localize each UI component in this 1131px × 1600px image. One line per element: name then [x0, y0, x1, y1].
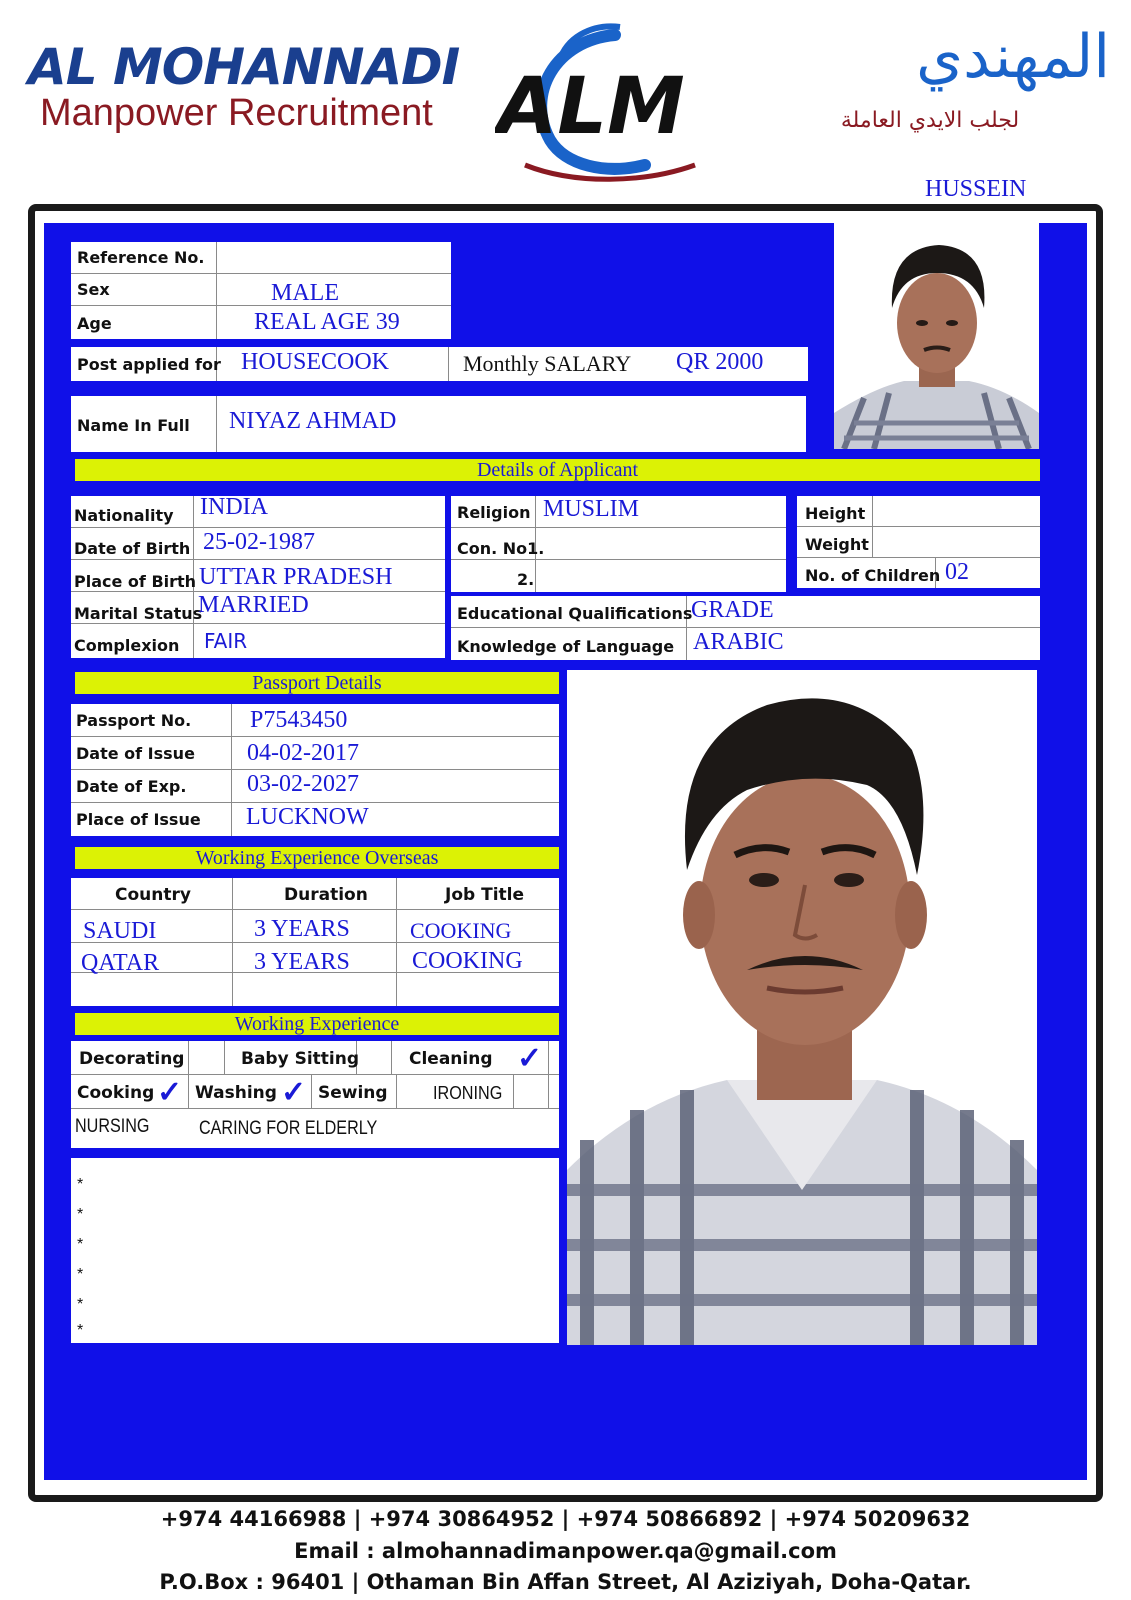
details-education-table	[451, 596, 1040, 660]
passport-exp-value: 03-02-2027	[247, 771, 359, 797]
alm-logo	[495, 15, 730, 185]
washing-checkmark-icon: ✓	[281, 1076, 307, 1109]
overseas-job-1: COOKING	[410, 918, 512, 943]
exp-ironing-label: IRONING	[433, 1083, 503, 1103]
passport-no-label: Passport No.	[76, 711, 192, 730]
passport-issue-label: Date of Issue	[76, 744, 195, 763]
salary-value: QR 2000	[676, 349, 764, 375]
brand-subtitle-ar: لجلب الايدي العاملة	[840, 108, 1020, 133]
sex-label: Sex	[77, 280, 110, 299]
children-label: No. of Children	[805, 566, 941, 585]
details-physical-table	[797, 496, 1040, 588]
post-value: HOUSECOOK	[241, 349, 390, 375]
education-label: Educational Qualifications	[457, 604, 693, 623]
age-value: REAL AGE 39	[254, 309, 400, 335]
note-bullet: *	[77, 1266, 84, 1283]
passport-issue-value: 04-02-2017	[247, 740, 359, 766]
overseas-col-job: Job Title	[445, 885, 524, 905]
post-label: Post applied for	[77, 355, 221, 374]
overseas-duration-2: 3 YEARS	[254, 949, 350, 975]
passport-exp-label: Date of Exp.	[76, 777, 187, 796]
passport-place-value: LUCKNOW	[246, 804, 369, 830]
exp-baby-sitting-label: Baby Sitting	[241, 1049, 360, 1069]
exp-washing-label: Washing	[195, 1083, 277, 1103]
dob-label: Date of Birth	[74, 539, 191, 558]
contact-1-label: Con. No1.	[457, 539, 545, 558]
passport-no-value: P7543450	[250, 707, 348, 733]
height-label: Height	[805, 504, 866, 523]
exp-cleaning-label: Cleaning	[409, 1049, 493, 1069]
details-personal-table	[71, 496, 445, 658]
language-value: ARABIC	[693, 629, 784, 655]
exp-caring-label: CARING FOR ELDERLY	[199, 1118, 378, 1139]
passport-table	[71, 704, 559, 836]
overseas-country-2: QATAR	[81, 950, 160, 976]
overseas-col-country: Country	[115, 885, 191, 905]
alm-logo-text: ALM	[497, 62, 685, 152]
experience-table	[71, 1041, 559, 1148]
post-applied-row	[71, 347, 808, 381]
overseas-table	[71, 878, 559, 1006]
exp-sewing-label: Sewing	[318, 1083, 388, 1103]
brand-name-ar: المهندي	[916, 22, 1110, 92]
note-bullet: *	[77, 1236, 84, 1253]
details-title-bar: Details of Applicant	[75, 459, 1040, 481]
overseas-col-duration: Duration	[284, 885, 368, 905]
overseas-duration-1: 3 YEARS	[254, 916, 350, 942]
salary-label: Monthly SALARY	[463, 351, 632, 376]
pob-label: Place of Birth	[74, 572, 197, 591]
exp-cooking-label: Cooking	[77, 1083, 155, 1103]
complexion-value: FAIR	[204, 629, 248, 653]
note-bullet: *	[77, 1296, 84, 1313]
note-bullet: *	[77, 1322, 84, 1339]
language-label: Knowledge of Language	[457, 637, 675, 656]
experience-title-bar: Working Experience	[75, 1013, 559, 1035]
dob-value: 25-02-1987	[203, 529, 315, 555]
complexion-label: Complexion	[74, 636, 180, 655]
footer-phones: +974 44166988 | +974 30864952 | +974 50866892 | +974 50209632	[160, 1507, 971, 1531]
passport-title-bar: Passport Details	[75, 672, 559, 694]
pob-value: UTTAR PRADESH	[199, 564, 393, 590]
details-religion-table	[451, 496, 786, 592]
weight-label: Weight	[805, 535, 869, 554]
overseas-title-bar: Working Experience Overseas	[75, 847, 559, 869]
agent-name: HUSSEIN	[925, 176, 1027, 202]
marital-label: Marital Status	[74, 604, 203, 623]
full-name-row	[71, 396, 806, 452]
name-value: NIYAZ AHMAD	[229, 408, 397, 434]
education-value: GRADE	[691, 597, 774, 623]
cooking-checkmark-icon: ✓	[157, 1076, 183, 1109]
nationality-label: Nationality	[74, 506, 174, 525]
footer-email[interactable]: Email : almohannadimanpower.qa@gmail.com	[294, 1539, 837, 1563]
exp-decorating-label: Decorating	[79, 1049, 185, 1069]
name-label: Name In Full	[77, 416, 190, 435]
brand-name-en: AL MOHANNADI	[28, 38, 460, 96]
notes-box	[71, 1158, 559, 1343]
religion-value: MUSLIM	[543, 496, 640, 522]
note-bullet: *	[77, 1206, 84, 1223]
passport-place-label: Place of Issue	[76, 810, 201, 829]
header	[0, 0, 1131, 200]
sex-value: MALE	[271, 280, 339, 306]
overseas-country-1: SAUDI	[83, 918, 157, 944]
brand-subtitle-en: Manpower Recruitment	[40, 92, 433, 134]
top-info-table	[71, 242, 451, 339]
nationality-value: INDIA	[200, 494, 268, 520]
applicant-photo-large	[567, 670, 1037, 1345]
marital-value: MARRIED	[198, 592, 309, 618]
applicant-photo-small	[834, 223, 1039, 449]
children-value: 02	[945, 559, 969, 585]
footer-address: P.O.Box : 96401 | Othaman Bin Affan Street, Al Aziziyah, Doha-Qatar.	[159, 1570, 972, 1594]
overseas-job-2: COOKING	[412, 948, 523, 974]
exp-nursing-label: NURSING	[75, 1116, 150, 1137]
cleaning-checkmark-icon: ✓	[517, 1042, 543, 1075]
contact-2-label: 2.	[517, 570, 535, 589]
religion-label: Religion	[457, 503, 531, 522]
age-label: Age	[77, 314, 112, 333]
note-bullet: *	[77, 1176, 84, 1193]
reference-label: Reference No.	[77, 248, 205, 267]
